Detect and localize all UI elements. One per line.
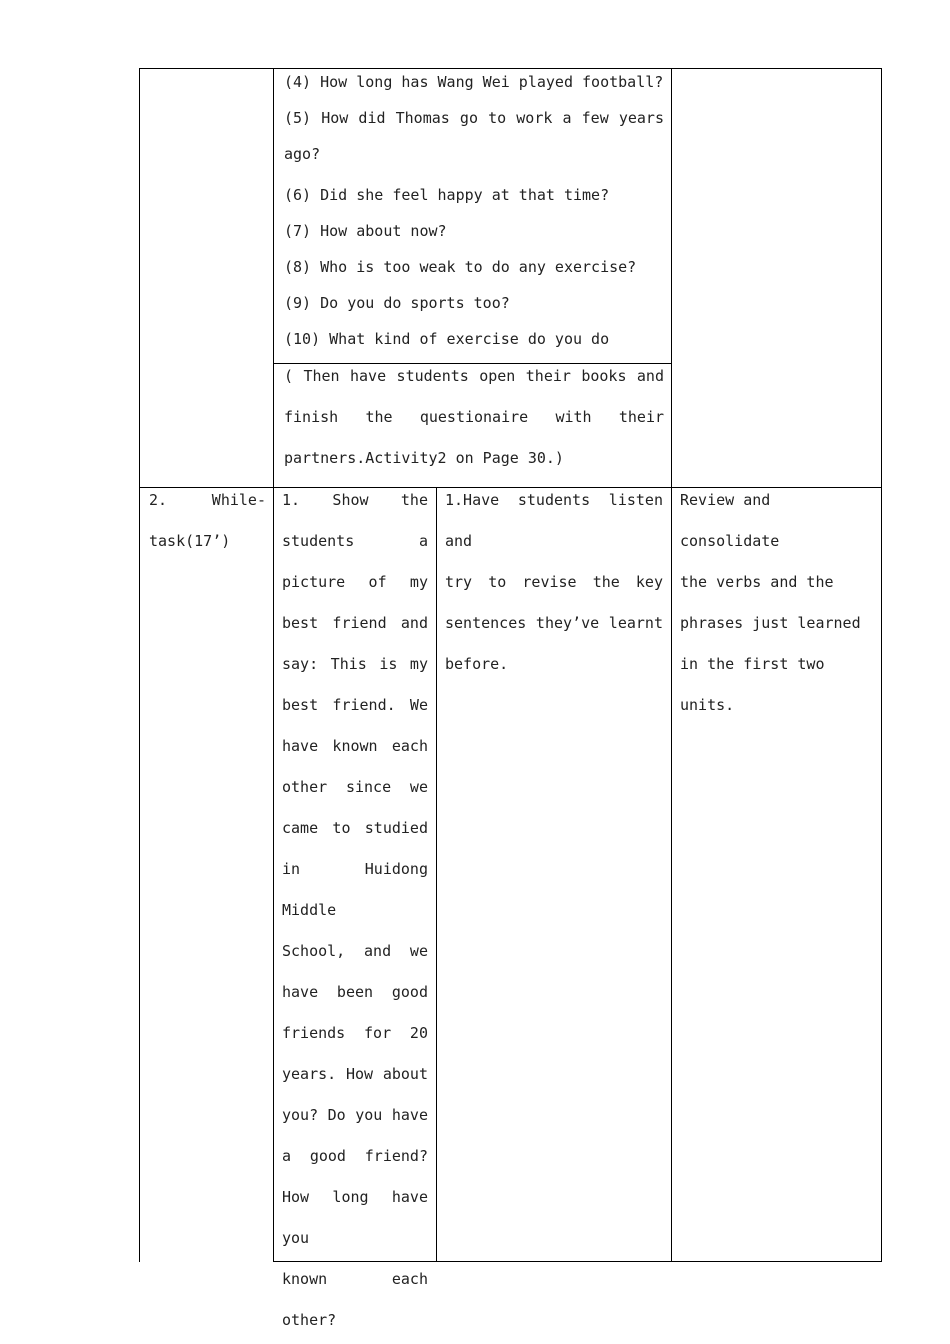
teacher-activity-line: picture of my	[282, 573, 428, 591]
teacher-activity-line: in Huidong Middle	[282, 860, 428, 919]
instruction-line: ( Then have students open their books and	[284, 367, 664, 385]
question-item: (7) How about now?	[284, 222, 447, 240]
question-item: (6) Did she feel happy at that time?	[284, 186, 610, 204]
teacher-activity-line: known each other?	[282, 1270, 428, 1329]
column-divider-1	[273, 68, 274, 1262]
teacher-activity-line: students a	[282, 532, 428, 550]
purpose-line: in the first two	[680, 655, 825, 673]
purpose-line: units.	[680, 696, 735, 714]
column-divider-3	[671, 68, 672, 1262]
instruction-line: partners.Activity2 on Page 30.)	[284, 449, 564, 467]
questions-list	[284, 64, 664, 357]
teacher-activity-line: came to studied	[282, 819, 428, 837]
teacher-activity-line: other since we	[282, 778, 428, 796]
instruction-line: finish the questionaire with their	[284, 408, 664, 426]
question-item: (5) How did Thomas go to work a few years	[284, 109, 664, 127]
question-item: (9) Do you do sports too?	[284, 294, 510, 312]
question-item: (8) Who is too weak to do any exercise?	[284, 258, 637, 276]
teacher-activity-line: best friend and	[282, 614, 428, 632]
purpose-text	[680, 480, 875, 726]
teacher-activity-line: you? Do you have	[282, 1106, 428, 1124]
purpose-line: the verbs and the	[680, 573, 834, 591]
student-activity-line: try to revise the key	[445, 573, 663, 591]
student-activity-line: before.	[445, 655, 509, 673]
teacher-activity-line: a good friend?	[282, 1147, 428, 1165]
teacher-activity-line: have been good	[282, 983, 428, 1001]
stage-line: 2. While-	[149, 491, 266, 509]
stage-line: task(17’)	[149, 532, 231, 550]
question-item: (10) What kind of exercise do you do	[284, 330, 610, 348]
teacher-activity-line: years. How about	[282, 1065, 428, 1083]
teacher-activity-line: friends for 20	[282, 1024, 428, 1042]
student-activity-line: 1.Have students listen and	[445, 491, 663, 550]
purpose-line: phrases just learned	[680, 614, 861, 632]
stage-label	[149, 480, 266, 562]
teacher-activity-line: say: This is my	[282, 655, 428, 673]
teacher-activity-line: best friend. We	[282, 696, 428, 714]
question-item: (4) How long has Wang Wei played football?	[284, 73, 664, 91]
teacher-activity-line: School, and we	[282, 942, 428, 960]
teacher-activity-line: have known each	[282, 737, 428, 755]
question-item: ago?	[284, 145, 321, 163]
column-divider-2	[436, 487, 437, 1262]
purpose-line: Review and consolidate	[680, 491, 780, 550]
table-right-border	[881, 68, 882, 1262]
table-left-border	[139, 68, 140, 1262]
teacher-activity-line: How long have you	[282, 1188, 428, 1247]
student-activity	[445, 480, 663, 685]
student-activity-line: sentences they’ve learnt	[445, 614, 663, 632]
teacher-activity	[282, 480, 428, 1341]
instruction-text	[284, 356, 664, 479]
teacher-activity-line: 1. Show the	[282, 491, 428, 509]
